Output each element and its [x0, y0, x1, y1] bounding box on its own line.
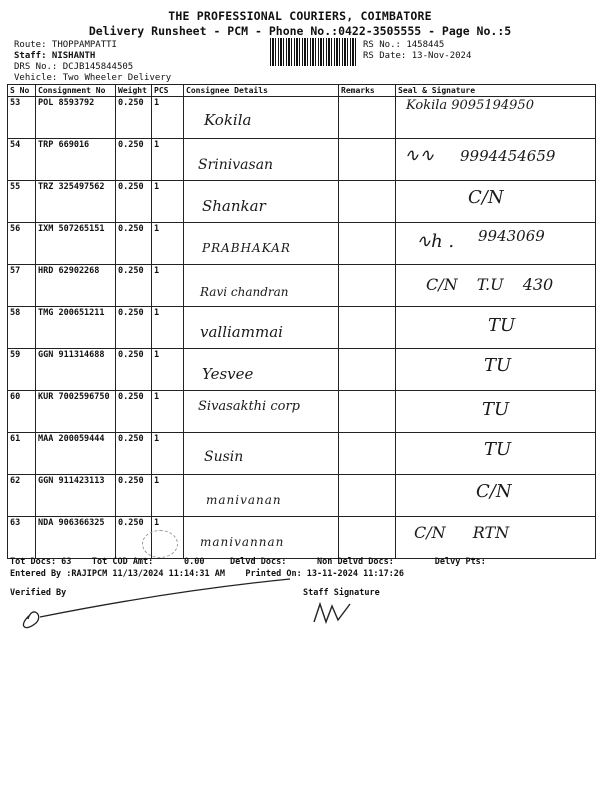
weight-value: 0.250: [116, 307, 152, 349]
column-header: Consignment No: [36, 85, 116, 97]
remarks-cell: [339, 475, 396, 517]
seal-handwriting: ∿∿: [404, 145, 435, 166]
seal-handwriting: C/N RTN: [414, 523, 510, 542]
pcs-value: 1: [152, 349, 184, 391]
weight-value: 0.250: [116, 391, 152, 433]
pcs-value: 1: [152, 433, 184, 475]
consignee-details: [184, 223, 339, 265]
staff-info: Staff: NISHANTH: [14, 51, 96, 61]
serial-number: 62: [8, 475, 36, 517]
pcs-value: 1: [152, 181, 184, 223]
serial-number: 56: [8, 223, 36, 265]
remarks-cell: [339, 307, 396, 349]
pcs-value: 1: [152, 391, 184, 433]
consignment-number: GGN 911423113: [36, 475, 116, 517]
column-header: Consignee Details: [184, 85, 339, 97]
remarks-cell: [339, 349, 396, 391]
remarks-cell: [339, 97, 396, 139]
staff-signature-label: Staff Signature: [303, 588, 380, 598]
weight-value: 0.250: [116, 97, 152, 139]
consignee-handwriting: Yesvee: [202, 365, 254, 383]
seal-signature-cell: [396, 517, 596, 559]
barcode-image: [270, 38, 358, 66]
consignee-details: [184, 97, 339, 139]
column-header: S No: [8, 85, 36, 97]
weight-value: 0.250: [116, 475, 152, 517]
consignment-number: NDA 906366325: [36, 517, 116, 559]
consignee-handwriting: manivannan: [200, 535, 285, 549]
consignee-details: [184, 433, 339, 475]
seal-signature-cell: [396, 223, 596, 265]
drs-number: DRS No.: DCJB145844505: [14, 62, 134, 72]
entered-by-line: Entered By :RAJIPCM 11/13/2024 11:14:31 AM Printed On: 13-11-2024 11:17:26: [10, 569, 405, 579]
seal-signature-cell: [396, 307, 596, 349]
seal-handwriting: C/N T.U 430: [426, 275, 554, 294]
table-row: [8, 391, 596, 433]
pcs-value: 1: [152, 307, 184, 349]
remarks-cell: [339, 223, 396, 265]
table-row: [8, 181, 596, 223]
seal-handwriting: TU: [484, 439, 512, 460]
consignee-handwriting: Ravi chandran: [200, 285, 289, 299]
seal-handwriting: ∿h .: [416, 231, 455, 252]
table-row: [8, 517, 596, 559]
route-info: Route: THOPPAMPATTI: [14, 40, 117, 50]
consignee-details: [184, 307, 339, 349]
seal-signature-cell: [396, 391, 596, 433]
column-header: Remarks: [339, 85, 396, 97]
table-row: [8, 433, 596, 475]
serial-number: 59: [8, 349, 36, 391]
stamp-mark: [142, 530, 178, 558]
consignee-details: [184, 391, 339, 433]
serial-number: 58: [8, 307, 36, 349]
seal-handwriting: C/N: [476, 481, 512, 502]
consignment-number: TRZ 325497562: [36, 181, 116, 223]
seal-signature-cell: [396, 475, 596, 517]
weight-value: 0.250: [116, 433, 152, 475]
pcs-value: 1: [152, 139, 184, 181]
consignment-number: MAA 200059444: [36, 433, 116, 475]
consignee-handwriting: valliammai: [200, 323, 283, 341]
runsheet-table: [7, 84, 596, 559]
weight-value: 0.250: [116, 349, 152, 391]
consignment-number: TMG 200651211: [36, 307, 116, 349]
column-header: Seal & Signature: [396, 85, 596, 97]
consignment-number: IXM 507265151: [36, 223, 116, 265]
remarks-cell: [339, 517, 396, 559]
consignment-number: POL 8593792: [36, 97, 116, 139]
serial-number: 57: [8, 265, 36, 307]
consignee-details: [184, 349, 339, 391]
rs-number: RS No.: 1458445: [363, 40, 445, 50]
staff-signature-scribble: [310, 598, 360, 628]
seal-signature-cell: [396, 433, 596, 475]
seal-signature-cell: [396, 349, 596, 391]
remarks-cell: [339, 181, 396, 223]
weight-value: 0.250: [116, 265, 152, 307]
pcs-value: 1: [152, 97, 184, 139]
seal-handwriting: Kokila 9095194950: [406, 98, 534, 113]
consignee-handwriting: Sivasakthi corp: [198, 399, 300, 414]
seal-handwriting: TU: [488, 315, 516, 336]
consignment-number: KUR 7002596750: [36, 391, 116, 433]
company-title: THE PROFESSIONAL COURIERS, COIMBATORE: [168, 9, 432, 23]
table-header-row: [8, 85, 596, 97]
consignment-number: HRD 62902268: [36, 265, 116, 307]
verified-signature-scribble: [10, 575, 300, 635]
remarks-cell: [339, 391, 396, 433]
seal-handwriting: TU: [482, 399, 510, 420]
consignee-handwriting: Susin: [204, 449, 244, 465]
seal-handwriting: C/N: [468, 187, 504, 208]
seal-handwriting: 9943069: [478, 227, 545, 245]
seal-handwriting: 9994454659: [460, 147, 556, 165]
pcs-value: 1: [152, 223, 184, 265]
consignment-number: TRP 669016: [36, 139, 116, 181]
consignee-details: [184, 181, 339, 223]
consignee-handwriting: Kokila: [204, 111, 252, 129]
consignee-details: [184, 265, 339, 307]
consignee-handwriting: Shankar: [202, 197, 266, 215]
totals-line: Tot Docs: 63 Tot COD Amt: 0.00 Delvd Docs: Non Delvd Docs: Delvy Pts:: [10, 557, 486, 567]
serial-number: 53: [8, 97, 36, 139]
serial-number: 54: [8, 139, 36, 181]
verified-by-label: Verified By: [10, 588, 67, 598]
serial-number: 63: [8, 517, 36, 559]
pcs-value: 1: [152, 265, 184, 307]
serial-number: 61: [8, 433, 36, 475]
weight-value: 0.250: [116, 223, 152, 265]
pcs-value: 1: [152, 475, 184, 517]
seal-signature-cell: [396, 139, 596, 181]
rs-date: RS Date: 13-Nov-2024: [363, 51, 472, 61]
table-row: [8, 475, 596, 517]
consignee-handwriting: PRABHAKAR: [202, 241, 291, 255]
table-row: [8, 97, 596, 139]
table-row: [8, 349, 596, 391]
table-row: [8, 223, 596, 265]
remarks-cell: [339, 433, 396, 475]
serial-number: 55: [8, 181, 36, 223]
seal-signature-cell: [396, 181, 596, 223]
seal-signature-cell: [396, 265, 596, 307]
table-row: [8, 307, 596, 349]
runsheet-title: Delivery Runsheet - PCM - Phone No.:0422-3505555 - Page No.:5: [88, 24, 512, 38]
table-row: [8, 139, 596, 181]
remarks-cell: [339, 139, 396, 181]
remarks-cell: [339, 265, 396, 307]
serial-number: 60: [8, 391, 36, 433]
table-row: [8, 265, 596, 307]
weight-value: 0.250: [116, 181, 152, 223]
vehicle-info: Vehicle: Two Wheeler Delivery: [14, 73, 172, 83]
column-header: PCS: [152, 85, 184, 97]
consignee-details: [184, 475, 339, 517]
pcs-value: 1: [152, 517, 184, 559]
weight-value: 0.250: [116, 517, 152, 559]
consignee-details: [184, 139, 339, 181]
weight-value: 0.250: [116, 139, 152, 181]
consignee-details: [184, 517, 339, 559]
seal-signature-cell: [396, 97, 596, 139]
column-header: Weight: [116, 85, 152, 97]
seal-handwriting: TU: [484, 355, 512, 376]
consignment-number: GGN 911314688: [36, 349, 116, 391]
consignee-handwriting: Srinivasan: [198, 157, 274, 173]
consignee-handwriting: manivanan: [206, 493, 282, 507]
